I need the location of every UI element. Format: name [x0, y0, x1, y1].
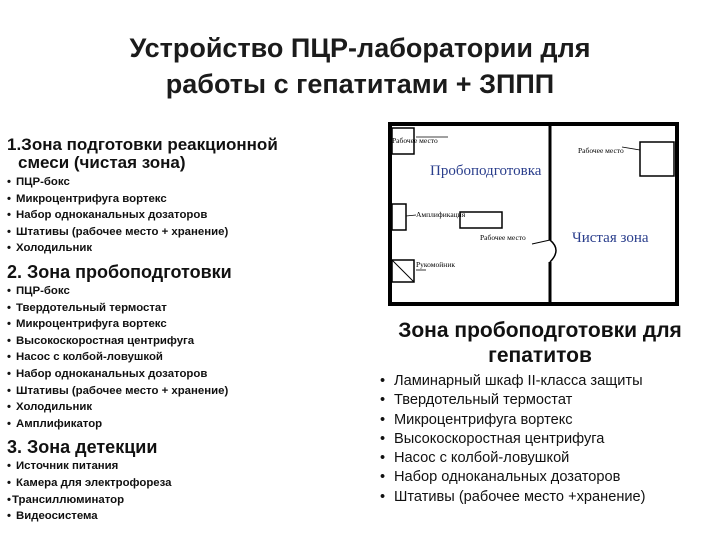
label-sink: Рукомойник [416, 260, 455, 269]
list-item: • Насос с колбой-ловушкой [380, 450, 570, 467]
list-item: • Набор одноканальных дозаторов [380, 469, 621, 486]
title-line-1: Устройство ПЦР-лаборатории для [129, 33, 591, 63]
room-label-clean-zone: Чистая зона [572, 230, 649, 246]
panel-heading: Зона пробоподготовки для гепатитов [398, 319, 682, 367]
list-item: • Микроцентрифуга вортекс [380, 411, 573, 428]
list-item: • Источник питания [7, 460, 119, 473]
floor-plan-drawing [382, 120, 682, 310]
section-2-heading: 2. Зона пробоподготовки [7, 261, 232, 282]
list-item: •Трансиллюминатор [7, 493, 125, 506]
room-label-sample-prep: Пробоподготовка [430, 163, 542, 179]
list-item: • Микроцентрифуга вортекс [7, 192, 167, 205]
section-1-list [7, 174, 367, 257]
workbench-right [640, 142, 674, 176]
label-amplification: Амплификация [416, 210, 466, 219]
amplifier-cabinet [392, 204, 406, 230]
section-3-list [7, 458, 367, 524]
list-item: • Ламинарный шкаф II-класса защиты [380, 373, 643, 389]
list-item: • Насос с колбой-ловушкой [7, 351, 163, 364]
list-item: • Твердотельный термостат [380, 392, 573, 409]
list-item: • Холодильник [7, 242, 93, 255]
door-arc [550, 240, 556, 262]
list-item: • Высокоскоростная центрифуга [380, 430, 605, 447]
door-leaf [532, 240, 550, 244]
title-line-2: работы с гепатитами + ЗППП [165, 69, 555, 99]
workbench-bottom [460, 212, 502, 228]
section-2-list [7, 283, 367, 432]
list-item: • Микроцентрифуга вортекс [7, 318, 167, 331]
page-title [60, 30, 660, 102]
list-item: • ПЦР-бокс [7, 176, 70, 188]
panel-list [380, 372, 710, 507]
list-item: • ПЦР-бокс [7, 284, 70, 297]
list-item: • Штативы (рабочее место +хранение) [380, 488, 646, 505]
list-item: • Высокоскоростная центрифуга [7, 334, 195, 347]
floor-plan [382, 120, 682, 310]
list-item: • Штативы (рабочее место + хранение) [7, 225, 229, 238]
list-item: • Штативы (рабочее место + хранение) [7, 384, 229, 397]
list-item: • Набор одноканальных дозаторов [7, 209, 208, 222]
list-item: • Видеосистема [7, 510, 98, 523]
label-workplace-right: Рабочее место [578, 146, 624, 155]
list-item: • Холодильник [7, 401, 93, 414]
label-workplace-bottom: Рабочее место [480, 233, 526, 242]
list-item: • Камера для электрофореза [7, 476, 172, 489]
label-workplace-top: Рабочее место [392, 136, 438, 145]
list-item: • Твердотельный термостат [7, 301, 167, 314]
section-3-heading: 3. Зона детекции [7, 437, 158, 458]
list-item: • Амплификатор [7, 417, 103, 430]
list-item: • Набор одноканальных дозаторов [7, 367, 208, 380]
equipment-list [7, 136, 367, 525]
section-1-heading: 1.Зона подготовки реакционной смеси (чистая зона) [7, 135, 278, 172]
sample-prep-panel [360, 318, 710, 507]
